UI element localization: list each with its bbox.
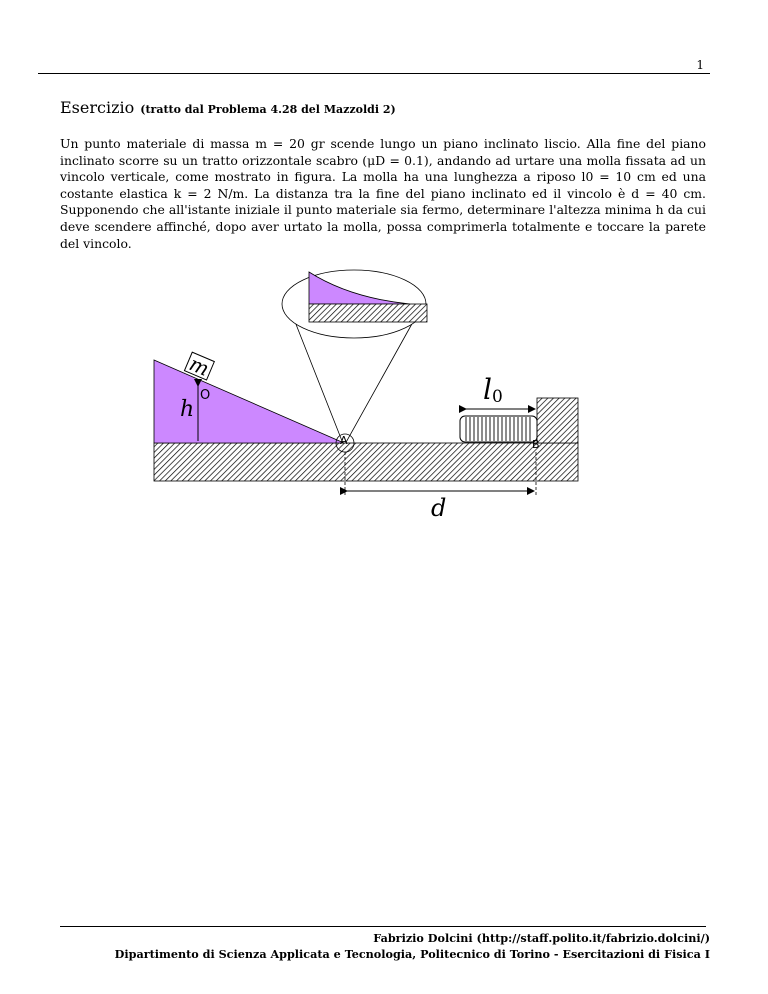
- origin-label: O: [200, 388, 211, 403]
- mass-label: m: [185, 351, 213, 381]
- exercise-source: (tratto dal Problema 4.28 del Mazzoldi 2): [140, 103, 396, 116]
- physics-figure: [140, 268, 590, 528]
- page-number: 1: [696, 58, 704, 72]
- header-rule: [38, 73, 710, 74]
- ground: [154, 443, 578, 481]
- spring: [460, 416, 537, 442]
- point-a-label: A: [340, 434, 348, 447]
- problem-statement: Un punto materiale di massa m = 20 gr scende lungo un piano inclinato liscio. Alla fine del piano inclinato scorre su un tratto orizzontale scabro (μD = 0.1), andando ad urtare una molla fissata ad un vincolo verticale, come mostrato in figura. La molla ha una lunghezza a riposo l0 = 10 cm ed una costante elastica k = 2 N/m. La distanza tra la fine del piano inclinato ed il vincolo è d = 40 cm. Supponendo che all'istante iniziale il punto materiale sia fermo, determinare l'altezza minima h da cui deve scendere affinché, dopo aver urtato la molla, possa comprimerla totalmente e toccare la parete del vincolo.: [60, 136, 706, 251]
- exercise-heading: Esercizio: [60, 98, 135, 117]
- footer-department: Dipartimento di Scienza Applicata e Tecnologia, Politecnico di Torino - Esercitazioni di Fisica I: [114, 947, 710, 961]
- zoom-ground: [309, 304, 427, 322]
- wall: [537, 398, 578, 443]
- exercise-title: [60, 98, 396, 117]
- point-b-label: B: [532, 438, 540, 451]
- height-label: h: [180, 397, 195, 422]
- footer-author: Fabrizio Dolcini (http://staff.polito.it/fabrizio.dolcini/): [373, 931, 710, 945]
- distance-label: d: [431, 494, 447, 522]
- footer-rule: [60, 926, 706, 927]
- footer: [38, 930, 710, 962]
- rest-length-label: l0: [483, 373, 503, 407]
